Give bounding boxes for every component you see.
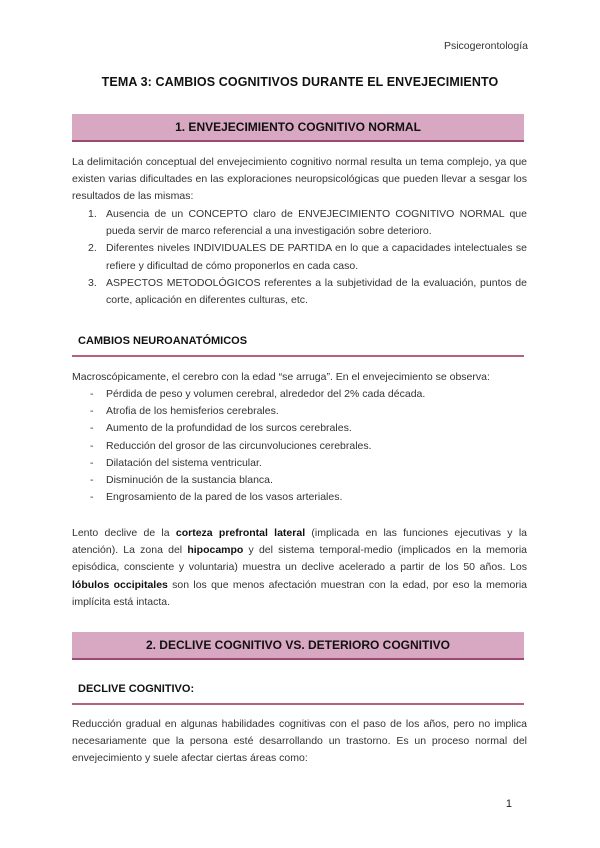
bold-term: corteza prefrontal lateral [175,527,306,539]
bold-term: lóbulos occipitales [72,578,168,591]
list-item: - Atrofia de los hemisferios cerebrales. [90,405,279,418]
page-title: TEMA 3: CAMBIOS COGNITIVOS DURANTE EL ENVEJECIMIENTO [101,75,499,89]
list-item: - Pérdida de peso y volumen cerebral, alrededor del 2% cada década. [90,388,426,400]
list-item-text: Pérdida de peso y volumen cerebral, alrededor del 2% cada década. [106,388,426,400]
text-run: (implicada en las funciones ejecutivas y la atención). La zona del [72,527,527,557]
list-item: - Dilatación del sistema ventricular. [90,456,262,469]
page-number: 1 [505,798,512,810]
list-item-text: Reducción del grosor de las circunvoluciones cerebrales. [106,439,372,452]
list-item-text: Atrofia de los hemisferios cerebrales. [106,405,279,418]
list-item-text: Aumento de la profundidad de los surcos cerebrales. [106,422,352,435]
neuro-changes-list [72,386,527,506]
decline-paragraph: Reducción gradual en algunas habilidades cognitivas con el paso de los años, pero no implica necesariamente que la persona esté desarrollando un trastorno. Es un proceso normal del envejecimiento y suele afectar ciertas áreas como: [72,718,527,765]
list-item-text: Dilatación del sistema ventricular. [106,456,262,469]
cortex-paragraph [72,525,527,611]
list-item-text: Engrosamiento de la pared de los vasos arteriales. [106,491,343,504]
list-item: - Aumento de la profundidad de los surcos cerebrales. [90,422,352,435]
subheading-neuroanatomical-changes: CAMBIOS NEUROANATÓMICOS [72,335,524,357]
list-item-number: 1. [88,208,97,220]
section-heading-2: 2. DECLIVE COGNITIVO VS. DETERIORO COGNITIVO [72,632,524,660]
list-item [72,240,527,274]
list-item: - Reducción del grosor de las circunvoluciones cerebrales. [90,439,372,452]
list-item [72,206,527,240]
list-item-text: Ausencia de un CONCEPTO claro de ENVEJECIMIENTO COGNITIVO NORMAL que pueda servir de marco referencial a una investigación sobre deterioro. [106,208,527,238]
list-item-number: 2. [88,242,97,255]
section-1-intro: La delimitación conceptual del envejecimiento cognitivo normal resulta un tema complejo, ya que existen varias dificultades en las exploraciones neuropsicológicas que pueden llevar a sesgar los resultados de las mismas: [72,156,527,203]
list-item: - Engrosamiento de la pared de los vasos arteriales. [90,491,343,504]
section-heading-1: 1. ENVEJECIMIENTO COGNITIVO NORMAL [72,114,524,142]
difficulties-list [72,206,527,309]
list-item-text: Disminución de la sustancia blanca. [106,474,273,487]
neuro-intro: Macroscópicamente, el cerebro con la edad “se arruga”. En el envejecimiento se observa: [72,371,490,383]
list-item: - Disminución de la sustancia blanca. [90,474,273,487]
list-item-text: Diferentes niveles INDIVIDUALES DE PARTIDA en lo que a capacidades intelectuales se refiere y dificultad de cómo proponerlos en cada caso. [106,242,527,272]
list-item-text: ASPECTOS METODOLÓGICOS referentes a la subjetividad de la evaluación, puntos de corte, aplicación en diferentes culturas, etc. [106,276,527,307]
text-run: y del sistema temporal-medio (implicados en la memoria episódica, consciente y voluntaria) muestra un declive acelerado a partir de los 50 años. Los [72,544,528,574]
subheading-cognitive-decline: DECLIVE COGNITIVO: [72,683,524,705]
text-run: Lento declive de la [72,527,176,539]
text-run: son los que menos afectación muestran con la edad, por eso la memoria implícita está intacta. [72,578,527,608]
list-item-number: 3. [88,276,97,289]
bold-term: hipocampo [187,544,244,557]
running-header: Psicogerontología [443,40,528,52]
list-item [72,275,527,309]
